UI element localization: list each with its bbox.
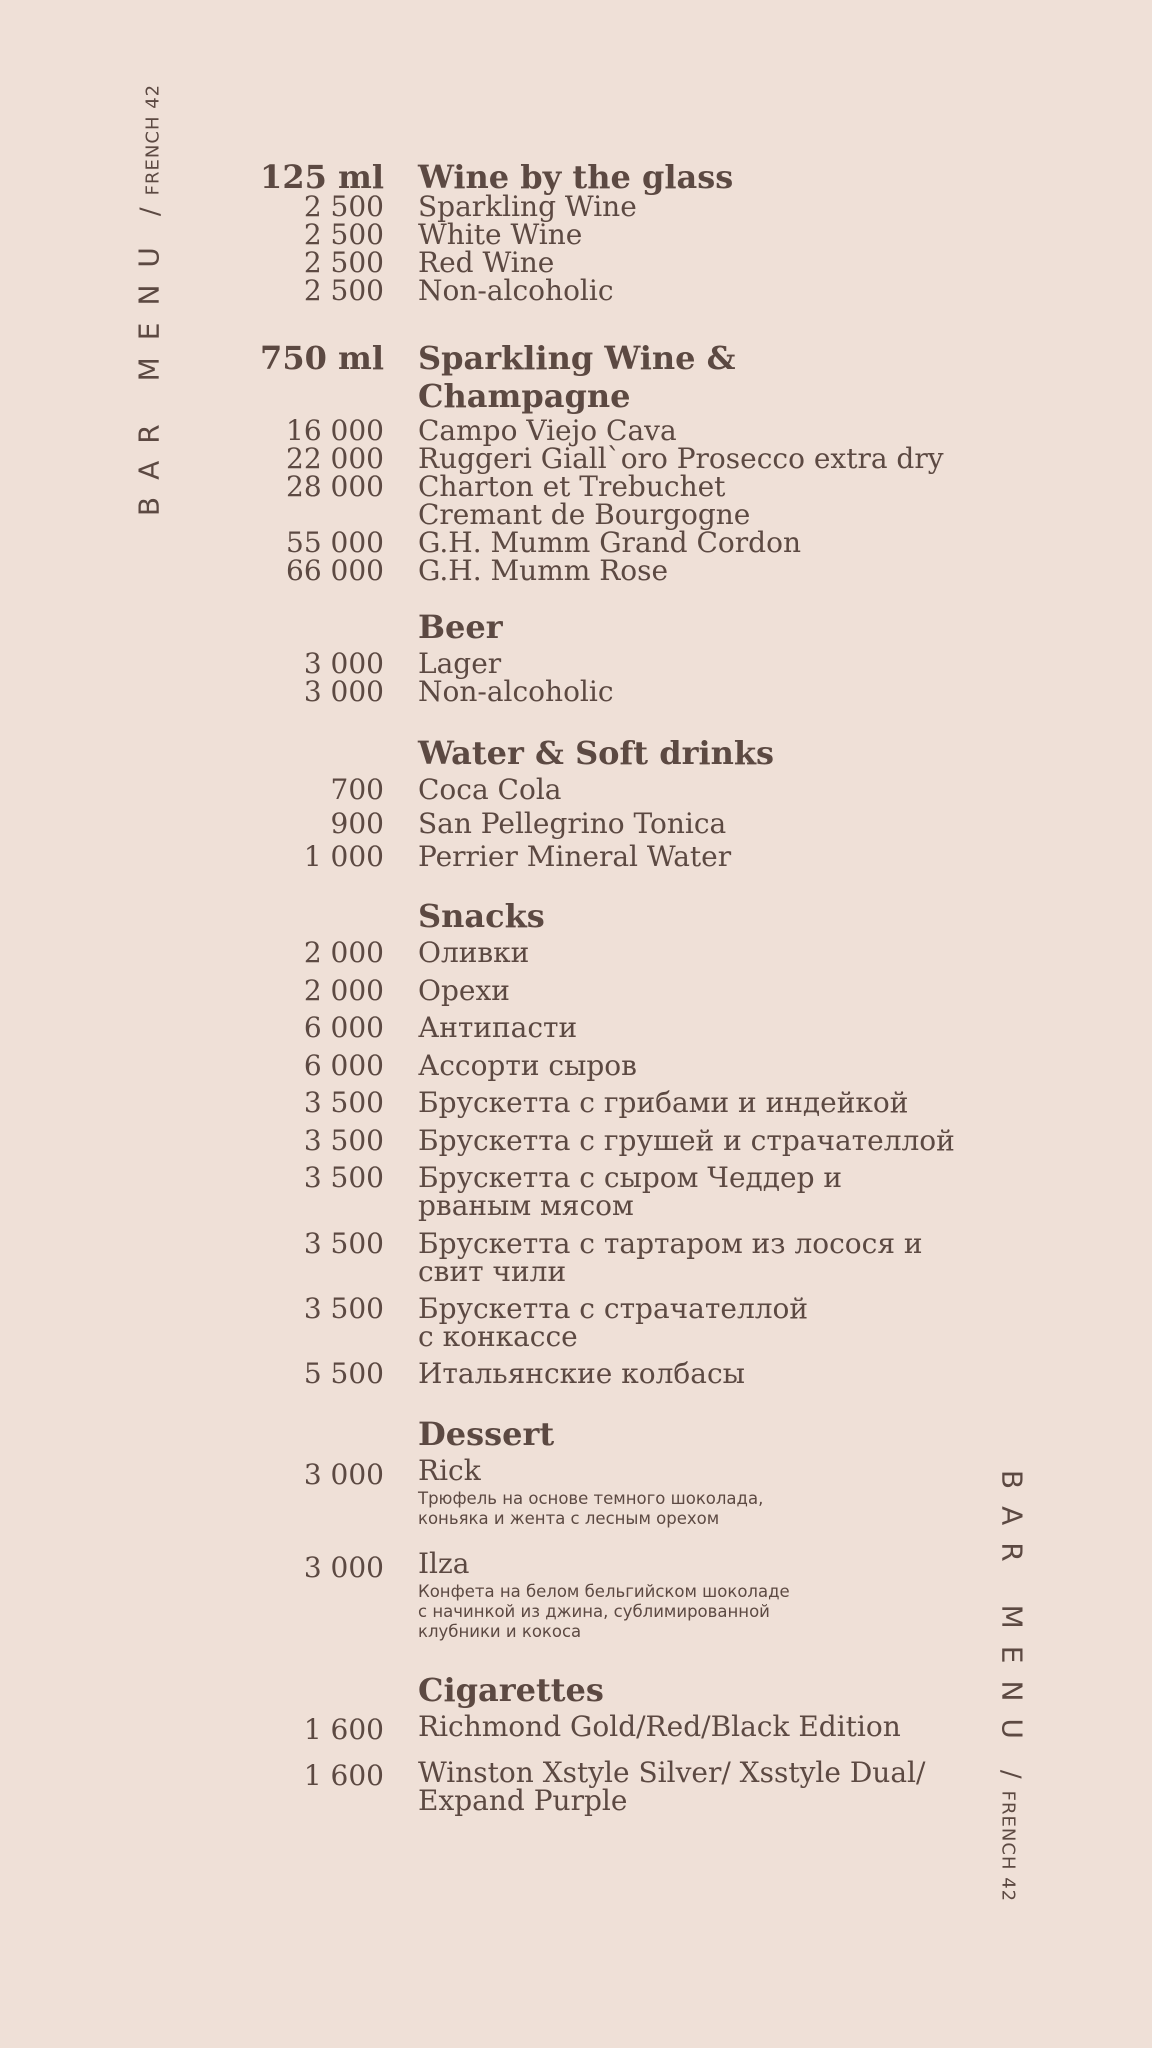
- item-price: 16 000: [286, 414, 384, 447]
- item-price: 2 500: [303, 246, 384, 279]
- section-header-line2: [0, 377, 1152, 417]
- menu-item: [0, 1756, 1152, 1817]
- item-name: Ilza: [418, 1547, 470, 1580]
- side-slash: /: [135, 207, 166, 217]
- menu-item: [0, 1086, 1152, 1127]
- section-title: Cigarettes: [418, 1671, 604, 1709]
- item-name: Sparkling Wine: [418, 190, 637, 223]
- item-price: 3 500: [303, 1161, 384, 1194]
- section-header: [0, 1671, 1152, 1713]
- item-price: 3 500: [303, 1227, 384, 1260]
- item-price: 28 000: [286, 470, 384, 503]
- section-header: [0, 897, 1152, 939]
- item-price: 3 000: [303, 675, 384, 708]
- menu-item: [0, 807, 1152, 843]
- side-subtitle: FRENCH 42: [997, 1790, 1019, 1903]
- item-description: Конфета на белом бельгийском шоколаде: [418, 1582, 790, 1601]
- item-name: Campo Viejo Cava: [418, 414, 677, 447]
- menu-item: [0, 218, 1152, 251]
- menu-item: [0, 442, 1152, 475]
- menu-item: [0, 1357, 1152, 1390]
- item-price: 1 600: [303, 1713, 384, 1746]
- section-beer: [0, 608, 1152, 706]
- item-name: G.H. Mumm Grand Cordon: [418, 526, 801, 559]
- section-header: [0, 734, 1152, 776]
- menu-item: [0, 1454, 1152, 1550]
- item-name-line2: с конкассе: [418, 1320, 578, 1353]
- menu-item: [0, 840, 1152, 873]
- section-title: Snacks: [418, 897, 545, 935]
- menu-item: [0, 773, 1152, 810]
- menu-item: [0, 470, 1152, 531]
- side-title: BAR MENU: [132, 230, 166, 517]
- item-price: 66 000: [286, 554, 384, 587]
- menu-item: [0, 246, 1152, 279]
- item-name: Брускетта с грушей и страчателлой: [418, 1124, 955, 1157]
- item-price: 3 000: [303, 1551, 384, 1584]
- menu-item: [0, 1547, 1152, 1650]
- item-name-line2: рваным мясом: [418, 1189, 634, 1222]
- item-name: Итальянские колбасы: [418, 1357, 745, 1390]
- section-volume: 750 ml: [260, 339, 384, 377]
- item-description-line2: с начинкой из джина, сублимированной: [418, 1602, 770, 1621]
- menu-item: [0, 1227, 1152, 1295]
- item-price: 2 500: [303, 274, 384, 307]
- item-price: 2 500: [303, 190, 384, 223]
- item-price: 2 000: [303, 974, 384, 1007]
- menu-item: [0, 1124, 1152, 1164]
- item-description: Трюфель на основе темного шоколада,: [418, 1489, 764, 1508]
- menu-item: [0, 974, 1152, 1014]
- item-name: Richmond Gold/Red/Black Edition: [418, 1710, 901, 1743]
- section-sparkling-wine: [0, 339, 1152, 585]
- item-price: 1 000: [303, 840, 384, 873]
- section-snacks: [0, 897, 1152, 1388]
- item-name-line2: свит чили: [418, 1255, 567, 1288]
- section-dessert: [0, 1415, 1152, 1650]
- item-price: 55 000: [286, 526, 384, 559]
- menu-item: [0, 274, 1152, 307]
- item-name: Red Wine: [418, 246, 555, 279]
- item-price: 6 000: [303, 1011, 384, 1044]
- item-name: Non-alcoholic: [418, 675, 614, 708]
- side-subtitle: FRENCH 42: [142, 83, 164, 196]
- section-title: Water & Soft drinks: [418, 734, 775, 772]
- menu-item: [0, 414, 1152, 447]
- item-price: 5 500: [303, 1357, 384, 1390]
- item-name: Брускетта с страчателлой: [418, 1292, 809, 1325]
- side-slash: /: [995, 1769, 1026, 1779]
- item-price: 1 600: [303, 1759, 384, 1792]
- item-price: 700: [330, 773, 384, 806]
- item-price: 2 500: [303, 218, 384, 251]
- item-name: Lager: [418, 647, 502, 680]
- menu-item: [0, 675, 1152, 708]
- section-wine-by-the-glass: [0, 158, 1152, 308]
- menu-item: [0, 526, 1152, 559]
- item-price: 3 500: [303, 1124, 384, 1157]
- section-title: Dessert: [418, 1415, 555, 1453]
- section-water-soft-drinks: [0, 734, 1152, 871]
- item-price: 22 000: [286, 442, 384, 475]
- item-name-line2: Expand Purple: [418, 1784, 628, 1817]
- section-header: [0, 339, 1152, 377]
- section-title: Wine by the glass: [418, 158, 734, 196]
- item-name: Rick: [418, 1454, 481, 1487]
- item-name: Антипасти: [418, 1011, 578, 1044]
- menu-item: [0, 1011, 1152, 1052]
- item-name: Брускетта с грибами и индейкой: [418, 1086, 909, 1119]
- menu-item: [0, 1292, 1152, 1360]
- menu-item: [0, 190, 1152, 223]
- item-price: 3 000: [303, 647, 384, 680]
- item-price: 3 500: [303, 1086, 384, 1119]
- menu-item: [0, 936, 1152, 977]
- item-price: 6 000: [303, 1049, 384, 1082]
- section-title: Sparkling Wine &: [418, 339, 736, 377]
- item-price: 3 500: [303, 1292, 384, 1325]
- section-title: Beer: [418, 608, 503, 646]
- item-name: Брускетта с тартаром из лосося и: [418, 1227, 923, 1260]
- item-name: Charton et Trebuchet: [418, 470, 726, 503]
- menu-item: [0, 1161, 1152, 1230]
- item-description-line2: коньяка и жента с лесным орехом: [418, 1509, 720, 1528]
- item-name: Ruggeri Giall`oro Prosecco extra dry: [418, 442, 944, 475]
- item-name: Орехи: [418, 974, 510, 1007]
- item-name: G.H. Mumm Rose: [418, 554, 669, 587]
- item-name: Ассорти сыров: [418, 1049, 637, 1082]
- section-header: [0, 608, 1152, 650]
- item-name: Non-alcoholic: [418, 274, 614, 307]
- section-title-line2: Champagne: [418, 377, 631, 415]
- item-name: Winston Xstyle Silver/ Xsstyle Dual/: [418, 1756, 926, 1789]
- item-name: Оливки: [418, 936, 530, 969]
- section-cigarettes: [0, 1671, 1152, 1815]
- side-title: BAR MENU: [995, 1469, 1029, 1756]
- item-name-line2: Cremant de Bourgogne: [418, 498, 751, 531]
- item-name: Coca Cola: [418, 773, 562, 806]
- section-header: [0, 1415, 1152, 1457]
- item-price: 3 000: [303, 1458, 384, 1491]
- menu-item: [0, 1710, 1152, 1759]
- menu-item: [0, 1049, 1152, 1089]
- item-name: San Pellegrino Tonica: [418, 807, 727, 840]
- item-price: 2 000: [303, 936, 384, 969]
- menu-item: [0, 647, 1152, 680]
- menu-item: [0, 554, 1152, 587]
- item-description-line3: клубники и кокоса: [418, 1622, 582, 1641]
- item-price: 900: [330, 807, 384, 840]
- item-name: Брускетта с сыром Чеддер и: [418, 1161, 843, 1194]
- item-name: White Wine: [418, 218, 583, 251]
- section-volume: 125 ml: [260, 158, 384, 196]
- item-name: Perrier Mineral Water: [418, 840, 732, 873]
